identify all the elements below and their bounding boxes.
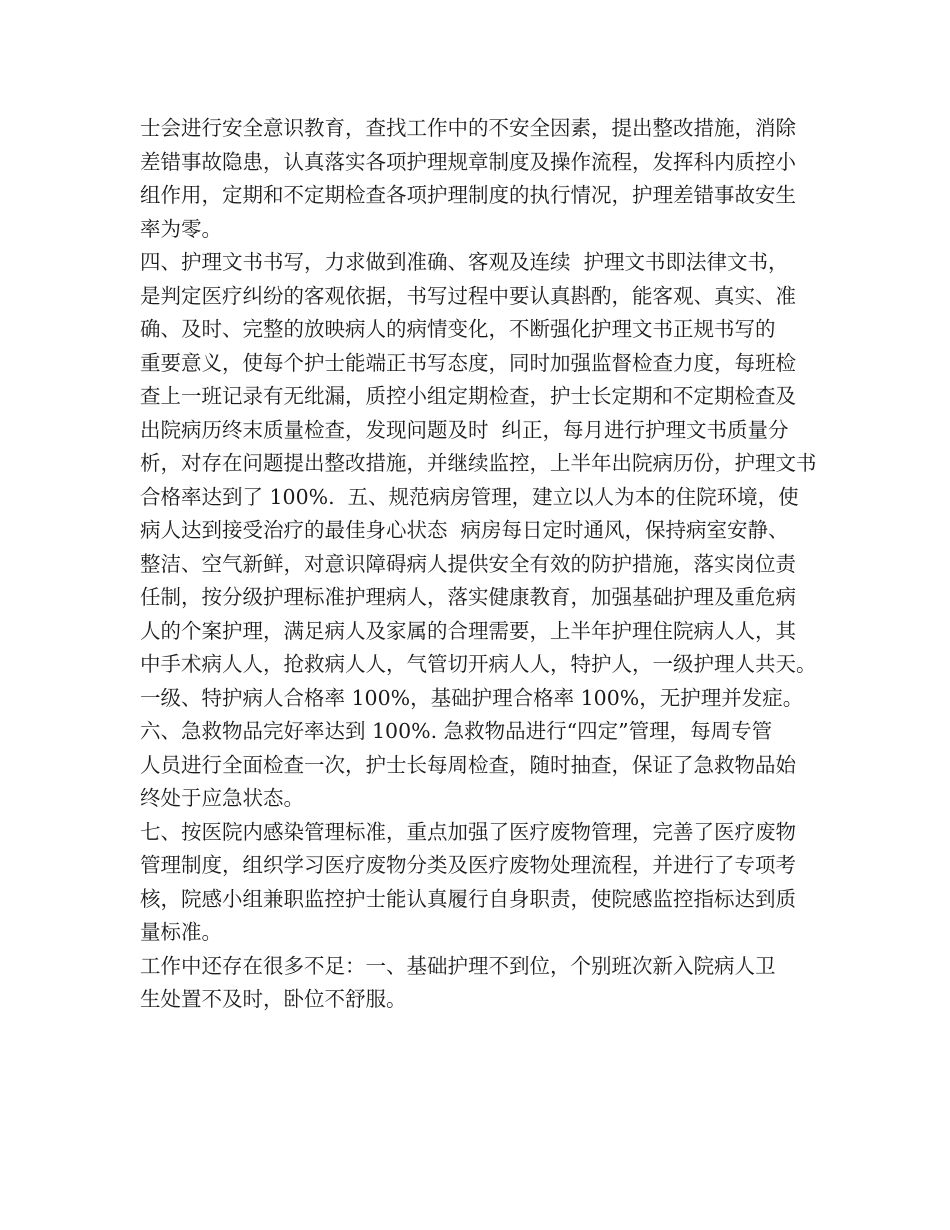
text-line: 重要意义，使每个护士能端正书写态度，同时加强监督检查力度，每班检	[140, 350, 796, 375]
text-line: 析，对存在问题提出整改措施，并继续监控，上半年出院病历份，护理文书	[140, 451, 817, 475]
text-line: 六、急救物品完好率达到 100%. 急救物品进行“四定”管理，每周专管	[140, 719, 773, 743]
text-line: 中手术病人人，抢救病人人，气管切开病人人，特护人，一级护理人共天。	[140, 652, 817, 676]
text-line: 是判定医疗纠纷的客观依据，书写过程中要认真斟酌，能客观、真实、准	[140, 283, 796, 308]
text-line: 工作中还存在很多不足：一、基础护理不到位，个别班次新入院病人卫	[140, 953, 776, 978]
text-line: 病人达到接受治疗的最佳身心状态 病房每日定时通风，保持病室安静、	[140, 518, 789, 542]
text-line: 确、及时、完整的放映病人的病情变化，不断强化护理文书正规书写的	[140, 317, 776, 341]
text-line: 核，院感小组兼职监控护士能认真履行自身职责，使院感监控指标达到质	[140, 886, 796, 911]
text-line: 合格率达到了 100%. 五、规范病房管理，建立以人为本的住院环境，使	[140, 484, 799, 509]
document-body-text	[140, 112, 820, 1017]
text-line: 四、护理文书书写，力求做到准确、客观及连续 护理文书即法律文书，	[140, 250, 789, 274]
text-line: 七、按医院内感染管理标准，重点加强了医疗废物管理，完善了医疗废物	[140, 819, 796, 844]
text-line: 查上一班记录有无纰漏，质控小组定期检查，护士长定期和不定期检查及	[140, 384, 796, 408]
text-line: 整洁、空气新鲜，对意识障碍病人提供安全有效的防护措施，落实岗位责	[140, 551, 796, 576]
text-line: 差错事故隐患，认真落实各项护理规章制度及操作流程，发挥科内质控小	[140, 149, 796, 174]
text-line: 量标准。	[140, 920, 222, 944]
text-line: 生处置不及时，卧位不舒服。	[140, 987, 407, 1011]
text-line: 出院病历终末质量检查，发现问题及时 纠正，每月进行护理文书质量分	[140, 417, 789, 442]
text-line: 人员进行全面检查一次，护士长每周检查，随时抽查，保证了急救物品始	[140, 752, 796, 777]
text-line: 率为零。	[140, 216, 222, 241]
text-line: 士会进行安全意识教育，查找工作中的不安全因素，提出整改措施，消除	[140, 116, 796, 140]
text-line: 一级、特护病人合格率 100%，基础护理合格率 100%，无护理并发症。	[140, 685, 804, 710]
text-line: 任制，按分级护理标准护理病人，落实健康教育，加强基础护理及重危病	[140, 585, 796, 609]
text-line: 人的个案护理，满足病人及家属的合理需要，上半年护理住院病人人，其	[140, 618, 796, 643]
text-line: 组作用，定期和不定期检查各项护理制度的执行情况，护理差错事故安生	[140, 183, 796, 207]
text-line: 终处于应急状态。	[140, 786, 304, 810]
text-line: 管理制度，组织学习医疗废物分类及医疗废物处理流程，并进行了专项考	[140, 853, 796, 877]
